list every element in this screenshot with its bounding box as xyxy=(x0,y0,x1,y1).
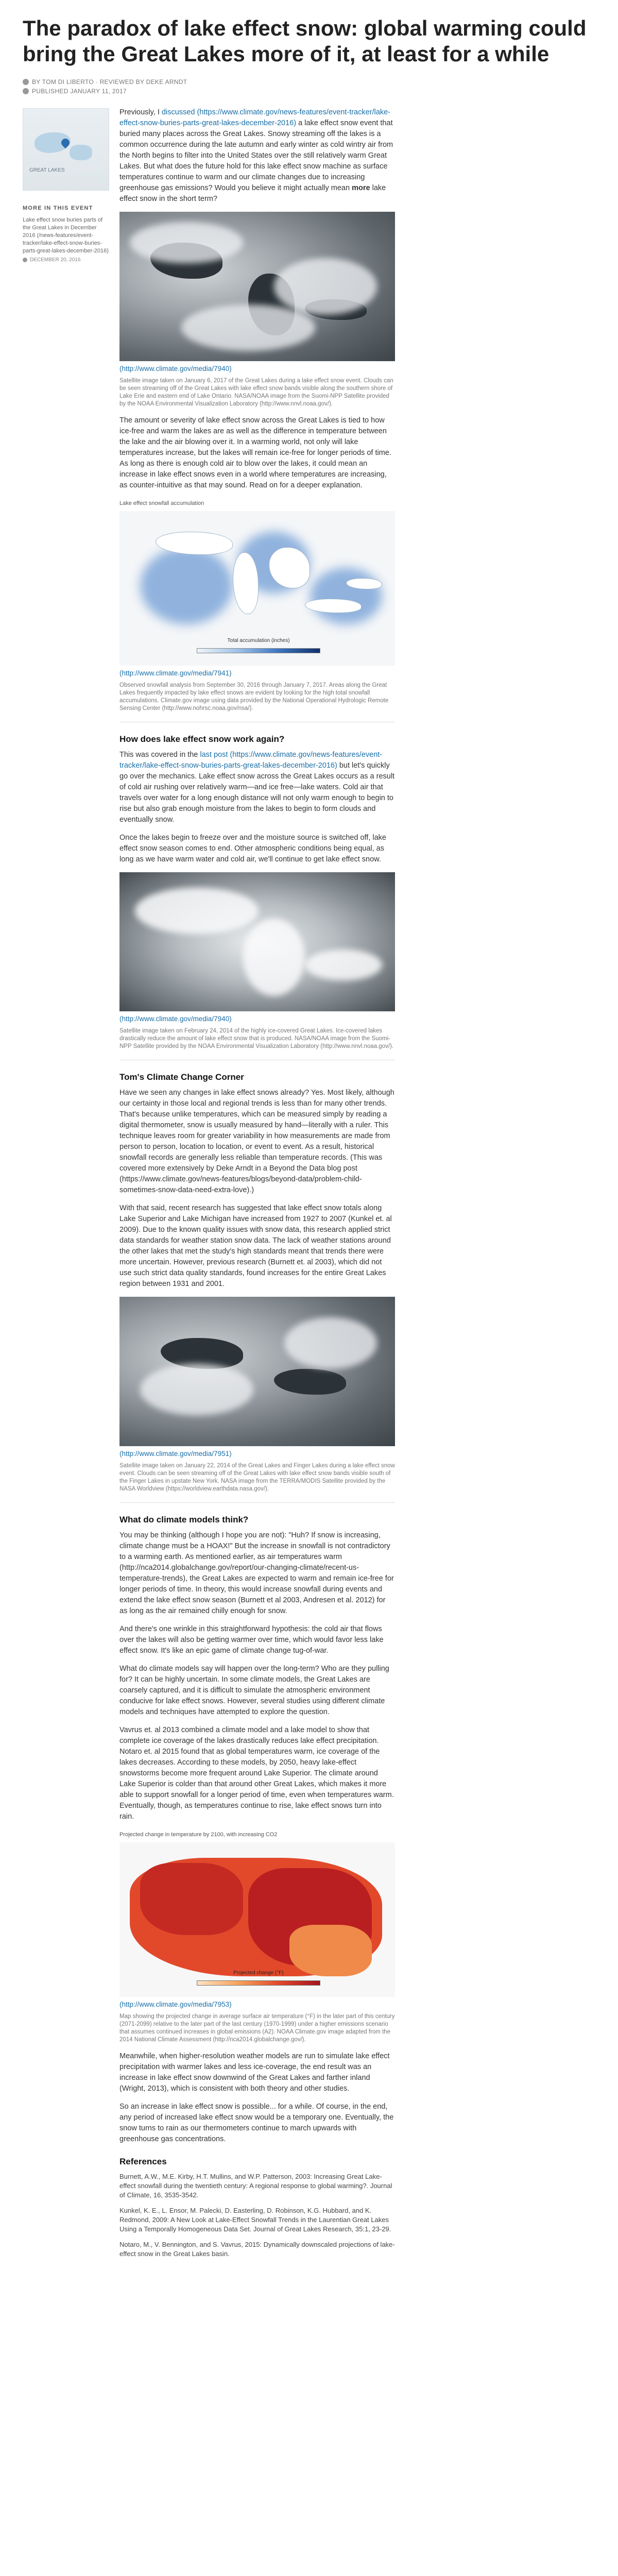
snowfall-map-image[interactable] xyxy=(119,511,395,666)
article-meta xyxy=(23,77,187,96)
figure-caption: Satellite image taken on January 22, 2014 of the Great Lakes and Finger Lakes during a lake effect snow event. Clouds can be seen streaming off of the Great Lakes with lake effect snow bands visible south of the Finger Lakes in upstate New York. NASA image from the TERRA/MODIS Satellite provided by the NASA Worldview (https://worldview.earthdata.nasa.gov/). xyxy=(119,1463,395,1492)
map-label: GREAT LAKES xyxy=(29,167,65,173)
paragraph: Vavrus et. al 2013 combined a climate model and a lake model to show that complete ice coverage of the lakes drastically reduces lake effect precipitation. Notaro et. al 2015 found that as global temperatures warm, ice coverage of the lakes decreases. According to these models, by 2050, heavy lake-effect snowstorms become more frequent around Lake Superior. The climate around Lake Superior is colder than that around other Great Lakes, which makes it more able to support snowfall for a longer period of time, even when temperatures warm. Eventually, though, as temperatures continue to rise, lake effect snows turn into rain. xyxy=(119,1726,394,1821)
section-heading: How does lake effect snow work again? xyxy=(119,734,285,744)
figure-temperature-projection xyxy=(119,1829,395,2044)
temperature-projection-map[interactable] xyxy=(119,1842,395,1997)
satellite-image[interactable] xyxy=(119,1297,395,1446)
paragraph xyxy=(119,107,395,205)
snow-area xyxy=(140,547,233,624)
more-in-event-date: DECEMBER 20, 2016 xyxy=(30,257,81,263)
figure-link[interactable]: (http://www.climate.gov/media/7953) xyxy=(119,2001,232,2008)
text: a lake effect snow event that buried many places across the Great Lakes. Snowy streaming off the lakes is a common occurrence during the late autumn and early winter as cold wintry air from the North begins to filter into the United States over the still relatively warm Great Lakes. But what does the future hold for this lake effect snow machine as surface temperatures continue to warm and our climate changes due to increasing greenhouse gas emissions? Would you believe it might actually mean xyxy=(119,119,393,192)
figure-caption: Satellite image taken on January 6, 2017 of the Great Lakes during a lake effect snow event. Clouds can be seen streaming off of the Great Lakes with lake effect snow bands visible along the southern shore of Lake Erie and eastern end of Lake Ontario. NASA/NOAA image from the Suomi-NPP Satellite provided by the NOAA Environmental Visualization Laboratory (http://www.nnvl.noaa.gov/). xyxy=(119,378,393,407)
lake-shape xyxy=(274,1369,346,1395)
ice-area xyxy=(135,888,259,934)
emphasis-text: more xyxy=(352,184,370,192)
figure-link[interactable]: (http://www.climate.gov/media/7941) xyxy=(119,669,232,677)
lake-shape xyxy=(233,552,259,614)
location-map[interactable] xyxy=(23,108,109,191)
figure-title: Projected change in temperature by 2100, with increasing CO2 xyxy=(119,1832,278,1838)
legend-label: Total accumulation (inches) xyxy=(227,638,290,643)
cloud-band xyxy=(284,1317,377,1369)
legend-label: Projected change (°F) xyxy=(233,1970,284,1976)
figure-link[interactable]: (http://www.climate.gov/media/7951) xyxy=(119,1450,232,1458)
references-list xyxy=(119,2172,395,2259)
warming-region xyxy=(140,1863,243,1935)
last-post-link[interactable]: last post (https://www.climate.gov/news-features/event-tracker/lake-effect-snow-buries-parts-great-lakes-december-2016) xyxy=(119,751,383,770)
cloud-band xyxy=(140,1364,253,1415)
article-body xyxy=(119,107,395,2265)
satellite-image[interactable] xyxy=(119,872,395,1011)
text: but let's quickly go over the mechanics. Lake effect snow across the Great Lakes occurs as a result of cold air rushing over relatively warm—and ice free—lake waters. Cold air that travels over water for a long enough distance will not only warm enough to begin to rise but also grab enough moisture from the lakes to begin to form clouds and eventually snow. xyxy=(119,761,395,824)
author-icon xyxy=(23,79,29,85)
ice-area xyxy=(305,950,382,980)
paragraph xyxy=(119,750,395,825)
section-heading: Tom's Climate Change Corner xyxy=(119,1072,244,1082)
paragraph: And there's one wrinkle in this straightforward hypothesis: the cold air that flows over the lakes will also be getting warmer over time, which would favor less lake effect snow. It's like an epic game of climate change tug-of-war. xyxy=(119,1625,384,1655)
text: Previously, I xyxy=(119,108,162,116)
legend-colorbar xyxy=(197,1980,320,1986)
paragraph: You may be thinking (although I hope you are not): "Huh? If snow is increasing, climate change must be a HOAX!" But the increase in snowfall is not contradictory to a warming earth. As mentioned earlier, as air temperatures warm (http://nca2014.globalchange.gov/report/our-changing-climate/recent-us-temperature-trends), the Great Lakes are expected to warm and remain ice-free for longer periods of time. In theory, this would increase snowfall during events and extend the lake effect snow season (Burnett et al 2003, Andresen et al. 2012) for as long as the air remained chilly enough for snow. xyxy=(119,1531,394,1615)
reference-item: Notaro, M., V. Bennington, and S. Vavrus, 2015: Dynamically downscaled projections of lake-effect snow in the Great Lakes basin. xyxy=(119,2241,395,2258)
paragraph: The amount or severity of lake effect snow across the Great Lakes is tied to how ice-free and warm the lakes are as well as the difference in temperature between the lake and the air blowing over it. In a warming world, not only will lake temperatures increase, but the lakes will remain ice-free for longer periods of time. As long as there is enough cold air to blow over the lakes, it could mean an increase in lake effect snows even in a world where temperatures are increasing, as counter-intuitive as that may sound. Read on for a deeper explanation. xyxy=(119,416,391,489)
figure-satellite-jan-2017 xyxy=(119,212,395,408)
figure-link[interactable]: (http://www.climate.gov/media/7940) xyxy=(119,1015,232,1023)
figure-caption: Map showing the projected change in average surface air temperature (°F) in the later part of this century (2071-2099) relative to the later part of the last century (1970-1999) under a higher emissions scenario that assumes continued increases in global emissions (A2). NOAA Climate.gov image adapted from the 2014 National Climate Assessment (http://nca2014.globalchange.gov/). xyxy=(119,2013,395,2043)
paragraph: With that said, recent research has suggested that lake effect snow totals along Lake Superior and Lake Michigan have increased from 1927 to 2007 (Kunkel et. al 2009). Due to the known quality issues with snow data, this research applied strict data standards for weather station snow data. The lack of weather stations around the other lakes that met the study's high standards meant that trends there were more uncertain. However, previous research (Burnett et. al 2003), which did not use such strict data quality standards, found increases for the entire Great Lakes region between 1931 and 2001. xyxy=(119,1204,392,1288)
more-in-event-link[interactable]: Lake effect snow buries parts of the Great Lakes in December 2016 (/news-features/event-tracker/lake-effect-snow-buries-parts-great-lakes-december-2016) xyxy=(23,217,109,254)
paragraph: Have we seen any changes in lake effect snows already? Yes. Most likely, although our certainty in those local and regional trends is less than for many other trends. That's because unlike temperatures, which can be measured simply by reading a digital thermometer, snow is usually measured by hand—literally with a ruler. This technique leaves room for greater variability in how measurements are made from person to person, location to location, or event to event. As a result, historical snowfall records are generally less reliable than temperature records. (This was covered more extensively by Deke Arndt in a Beyond the Data blog post (https://www.climate.gov/news-features/blogs/beyond-data/problem-child-sometimes-snow-data-need-extra-love).) xyxy=(119,1089,394,1194)
reference-item: Burnett, A.W., M.E. Kirby, H.T. Mullins, and W.P. Patterson, 2003: Increasing Great Lake-effect snowfall during the twentieth century: A regional response to global warming?. Journal of Climate, 16, 3535-3542. xyxy=(119,2173,392,2199)
figure-ice-covered-lakes xyxy=(119,872,395,1050)
figure-link[interactable]: (http://www.climate.gov/media/7940) xyxy=(119,365,232,372)
paragraph: Once the lakes begin to freeze over and the moisture source is switched off, lake effect snow season comes to end. Other atmospheric conditions being equal, as long as we have warm water and cold air, we'll continue to get lake effect snow. xyxy=(119,834,386,863)
sidebar xyxy=(23,108,109,263)
map-lake xyxy=(70,145,92,160)
text: lake effect snow in the short term? xyxy=(119,184,386,203)
cloud-band xyxy=(274,258,377,315)
figure-caption: Satellite image taken on February 24, 2014 of the highly ice-covered Great Lakes. Ice-covered lakes drastically reduce the amount of lake effect snow that is produced. NASA/NOAA image from the Suomi-NPP Satellite provided by the NOAA Environmental Visualization Laboratory (http://www.nnvl.noaa.gov/). xyxy=(119,1028,394,1049)
calendar-icon xyxy=(23,258,27,262)
figure-caption: Observed snowfall analysis from September 30, 2016 through January 7, 2017. Areas along the Great Lakes frequently impacted by lake effect snows are evident by looking for the high total snowfall accumulations. Climate.gov image using data provided by the National Operational Hydrologic Remote Sensing Center (http://www.nohrsc.noaa.gov/nsa/). xyxy=(119,682,389,711)
byline[interactable]: BY TOM DI LIBERTO · REVIEWED BY DEKE ARNDT xyxy=(32,78,187,86)
figure-snowfall-map xyxy=(119,498,395,713)
reference-item: Kunkel, K. E., L. Ensor, M. Palecki, D. Easterling, D. Robinson, K.G. Hubbard, and K. Redmond, 2009: A New Look at Lake-Effect Snowfall Trends in the Laurentian Great Lakes Using a Temporally Homogeneous Data Set. Journal of Great Lakes Research, 35:1, 23-29. xyxy=(119,2207,391,2233)
more-in-event-heading: MORE IN THIS EVENT xyxy=(23,205,93,211)
cloud-band xyxy=(181,304,315,351)
more-in-event-date-row xyxy=(23,257,109,263)
figure-title: Lake effect snowfall accumulation xyxy=(119,500,204,506)
discussed-link[interactable]: discussed (https://www.climate.gov/news-features/event-tracker/lake-effect-snow-buries-parts-great-lakes-december-2016) xyxy=(119,108,390,127)
cloud-band xyxy=(130,222,243,263)
satellite-image[interactable] xyxy=(119,212,395,361)
byline-row xyxy=(23,77,187,87)
lake-shape xyxy=(305,599,362,613)
ice-area xyxy=(243,919,305,996)
figure-finger-lakes xyxy=(119,1297,395,1493)
page-title: The paradox of lake effect snow: global warming could bring the Great Lakes more of it, at least for a while xyxy=(23,16,587,66)
published-row xyxy=(23,87,187,96)
paragraph: Meanwhile, when higher-resolution weather models are run to simulate lake effect precipitation with warmer lakes and less ice-coverage, the end result was an increase in lake effect snow downwind of the Great Lakes and farther inland (Wright, 2013), which is consistent with both theory and other studies. xyxy=(119,2052,390,2093)
paragraph: What do climate models say will happen over the long-term? Who are they pulling for? It can be highly uncertain. In some climate models, the Great Lakes are coarsely captured, and it is difficult to simulate the atmospheric environment conducive for lake effect snows. However, several studies using different climate models and techniques have attempted to explore the question. xyxy=(119,1665,389,1716)
paragraph: So an increase in lake effect snow is possible... for a while. Of course, in the end, any period of increased lake effect snow would be a temporary one. Eventually, the snow turns to rain as our thermometers continue to march upwards with greenhouse gas concentrations. xyxy=(119,2103,394,2143)
section-divider xyxy=(119,1502,395,1503)
calendar-icon xyxy=(23,88,29,94)
legend-colorbar xyxy=(197,648,320,653)
section-heading: What do climate models think? xyxy=(119,1515,249,1524)
published-date: PUBLISHED JANUARY 11, 2017 xyxy=(32,88,127,95)
section-heading: References xyxy=(119,2157,167,2166)
snow-area xyxy=(310,568,382,624)
text: This was covered in the xyxy=(119,751,200,759)
map-land xyxy=(23,109,109,191)
